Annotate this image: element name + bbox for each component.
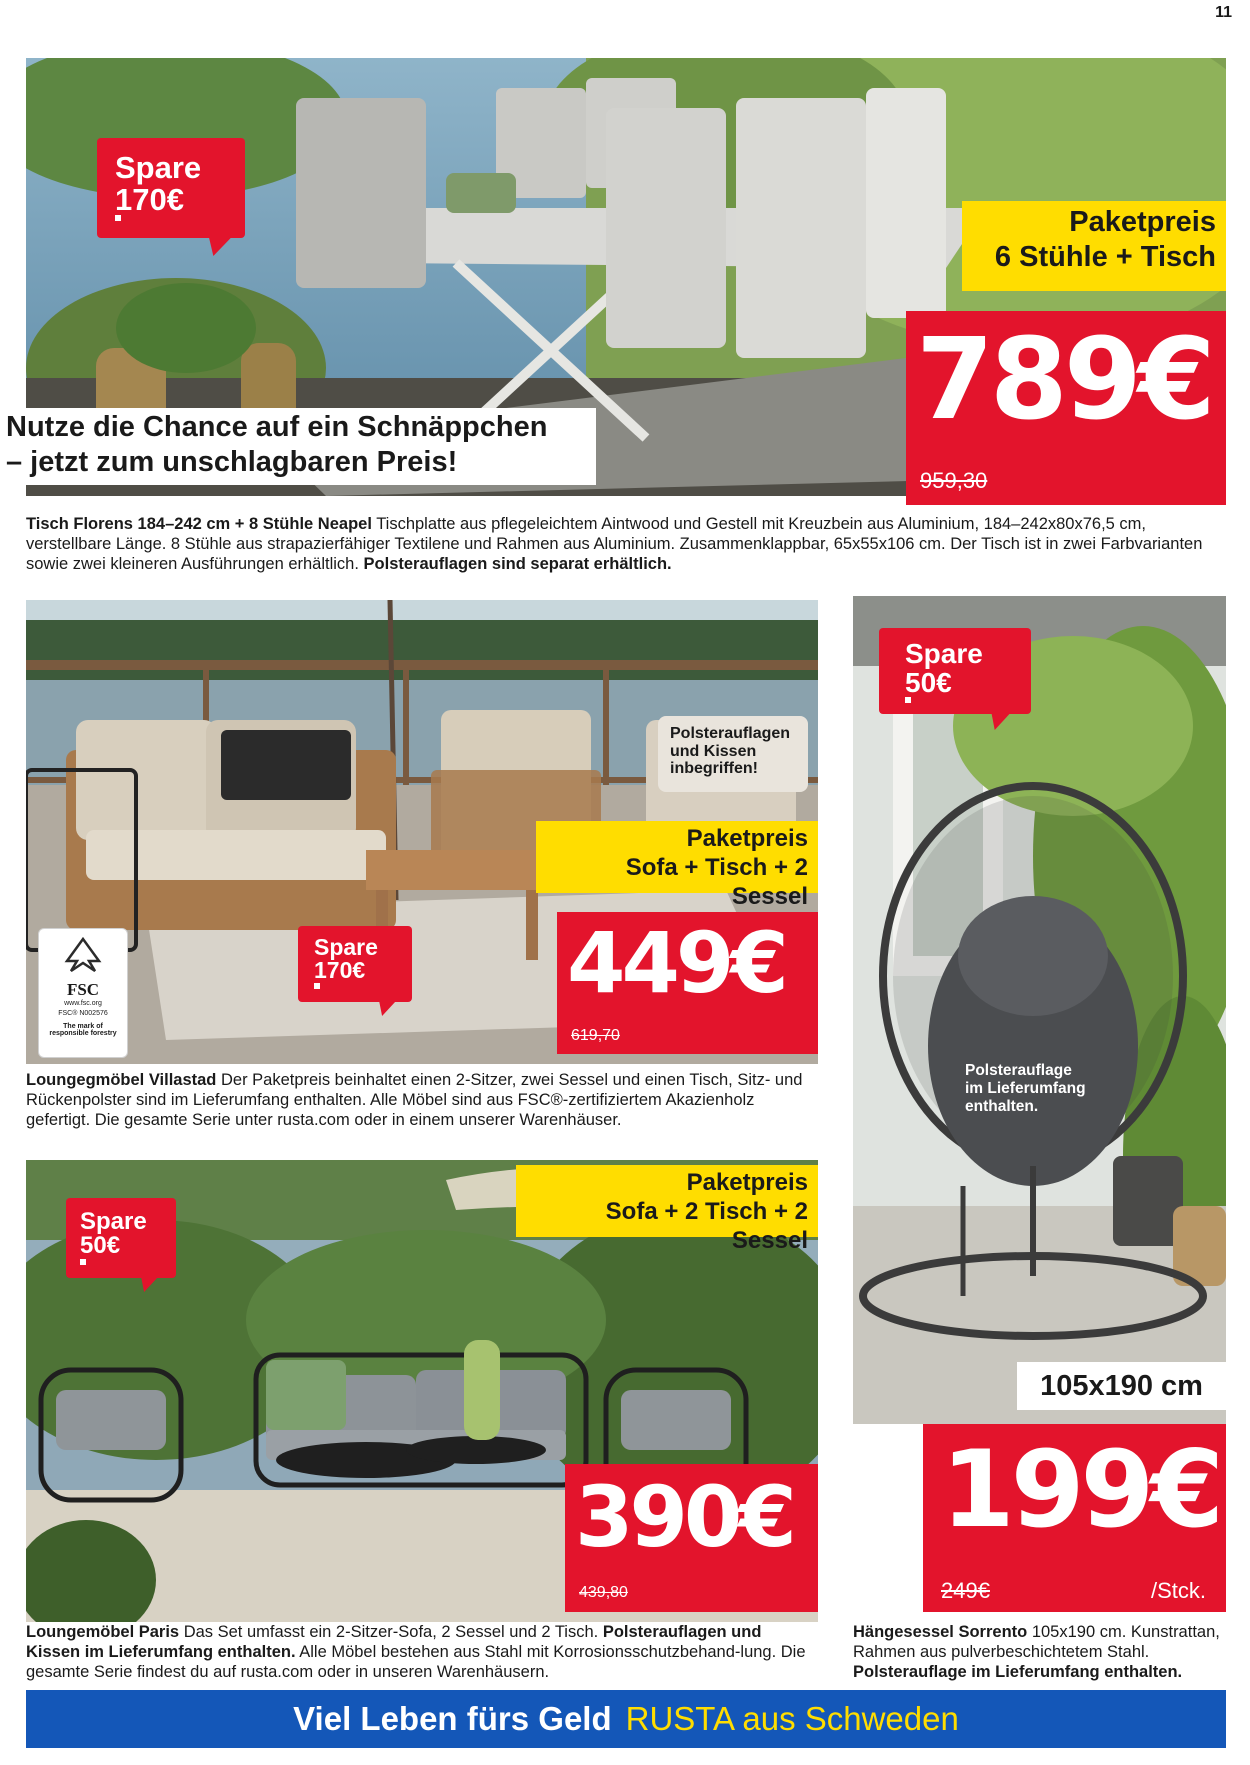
fsc-claim-line: responsible forestry [49,1030,117,1038]
description-note: Polsterauflagen sind separat erhältlich. [363,555,672,574]
product-name: Hängesessel Sorrento [853,1623,1028,1641]
product-name: Loungemöbel Paris [26,1623,180,1641]
lounge-paris-description [26,1622,818,1682]
spare-badge [298,926,412,1002]
footer-brand: RUSTA aus Schweden [625,1700,959,1737]
note-line: und Kissen [670,742,757,760]
package-price-tag [536,821,818,910]
price: 199€ [941,1428,1221,1551]
price-box [557,912,818,1054]
old-price: 249€ [941,1578,990,1603]
price: 789€ [916,315,1212,445]
spare-label: Spare [80,1208,147,1235]
description-text: Alle Möbel bestehen aus Stahl mit Korrosionsschutzbehand-lung. Die gesamte Serie findest du auf rusta.com oder in unseren Warenhäusern. [26,1643,806,1682]
included-note [965,1062,1086,1115]
spare-amount: 50€ [905,666,952,698]
package-price-label: Paketpreis [686,825,808,852]
description-note: Polsterauflagen und Kissen im Lieferumfang enthalten. [26,1623,762,1662]
lounge-villastad-description [26,1070,816,1130]
hanging-chair-photo [853,596,1226,1424]
page-number: 11 [1215,4,1232,21]
spare-label: Spare [314,934,378,960]
fsc-site: www.fsc.org [64,1000,102,1007]
headline [0,408,596,485]
note-line: im Lieferumfang [965,1079,1086,1097]
package-price-tag [962,201,1226,291]
note-line: Polsterauflage [965,1062,1072,1079]
price-box [565,1464,818,1612]
included-note [670,725,790,778]
package-contents: Sofa + Tisch + 2 Sessel [625,853,808,910]
dining-set-description [26,514,1226,574]
description-text: 105x190 cm. Kunstrattan, Rahmen aus pulverbeschichtetem Stahl. [853,1623,1220,1662]
fsc-logo [38,928,128,1058]
package-price-label: Paketpreis [1069,206,1216,238]
price-box [923,1424,1226,1612]
spare-badge [879,628,1031,714]
hanging-chair-description [853,1622,1226,1682]
package-price-label: Paketpreis [686,1169,808,1196]
spare-amount: 170€ [115,181,184,217]
old-price: 959,30 [920,468,988,493]
price: 449€ [567,914,785,1012]
description-note: Polsterauflage im Lieferumfang enthalten. [853,1663,1183,1682]
fsc-claim [39,1023,127,1038]
product-name: Tisch Florens 184–242 cm + 8 Stühle Neapel [26,515,372,533]
price-box [906,311,1226,505]
description-text: Der Paketpreis beinhaltet einen 2-Sitzer, zwei Sessel und einen Tisch, Sitz- und Rückenpolster sind im Lieferumfang enthalten. Alle Möbel sind aus FSC®-zertifiziertem Akazienholz gefertigt. Die gesamte Serie unter rusta.com oder in einem unserer Warenhäuser. [26,1071,803,1130]
description-text: Das Set umfasst ein 2-Sitzer-Sofa, 2 Sessel und 2 Tisch. [179,1623,603,1641]
spare-amount: 170€ [314,957,366,984]
tree-check-icon [53,935,113,975]
footer-slogan: Viel Leben fürs Geld [293,1700,612,1737]
unit-label: /Stck. [1150,1578,1206,1603]
package-contents: 6 Stühle + Tisch [994,240,1216,273]
note-line: inbegriffen! [670,760,758,778]
package-price-tag [516,1165,818,1254]
package-contents: Sofa + 2 Tisch + 2 Sessel [605,1197,808,1254]
note-line: enthalten. [965,1097,1039,1115]
fsc-code: FSC® N002576 [58,1010,108,1017]
spare-label: Spare [905,638,983,669]
product-name: Loungegmöbel Villastad [26,1071,217,1089]
spare-amount: 50€ [80,1232,121,1260]
old-price: 619,70 [571,1027,620,1044]
old-price: 439,80 [579,1584,628,1601]
price: 390€ [575,1468,793,1566]
description-text: Tischplatte aus pflegeleichtem Aintwood und Gestell mit Kreuzbein aus Aluminium, 184–242x80x76,5 cm, verstellbare Länge. 8 Stühle aus strapazierfähiger Textilene und Rahmen aus Aluminium. Zusammenklappbar, 65x55x106 cm. Der Tisch ist in zwei Farbvarianten sowie zwei kleineren Ausführungen erhältlich. [26,515,1203,574]
fsc-claim-line: The mark of [63,1023,103,1030]
spare-badge [66,1198,176,1278]
headline-line-2: – jetzt zum unschlagbaren Preis! [6,446,458,479]
note-line: Polsterauflagen [670,725,791,742]
fsc-letters: FSC [66,980,100,999]
headline-line-1: Nutze die Chance auf ein Schnäppchen [6,411,548,443]
spare-label: Spare [115,150,202,185]
footer-banner [26,1690,1226,1748]
size-label: 105x190 cm [1017,1362,1226,1410]
spare-badge [97,138,245,238]
